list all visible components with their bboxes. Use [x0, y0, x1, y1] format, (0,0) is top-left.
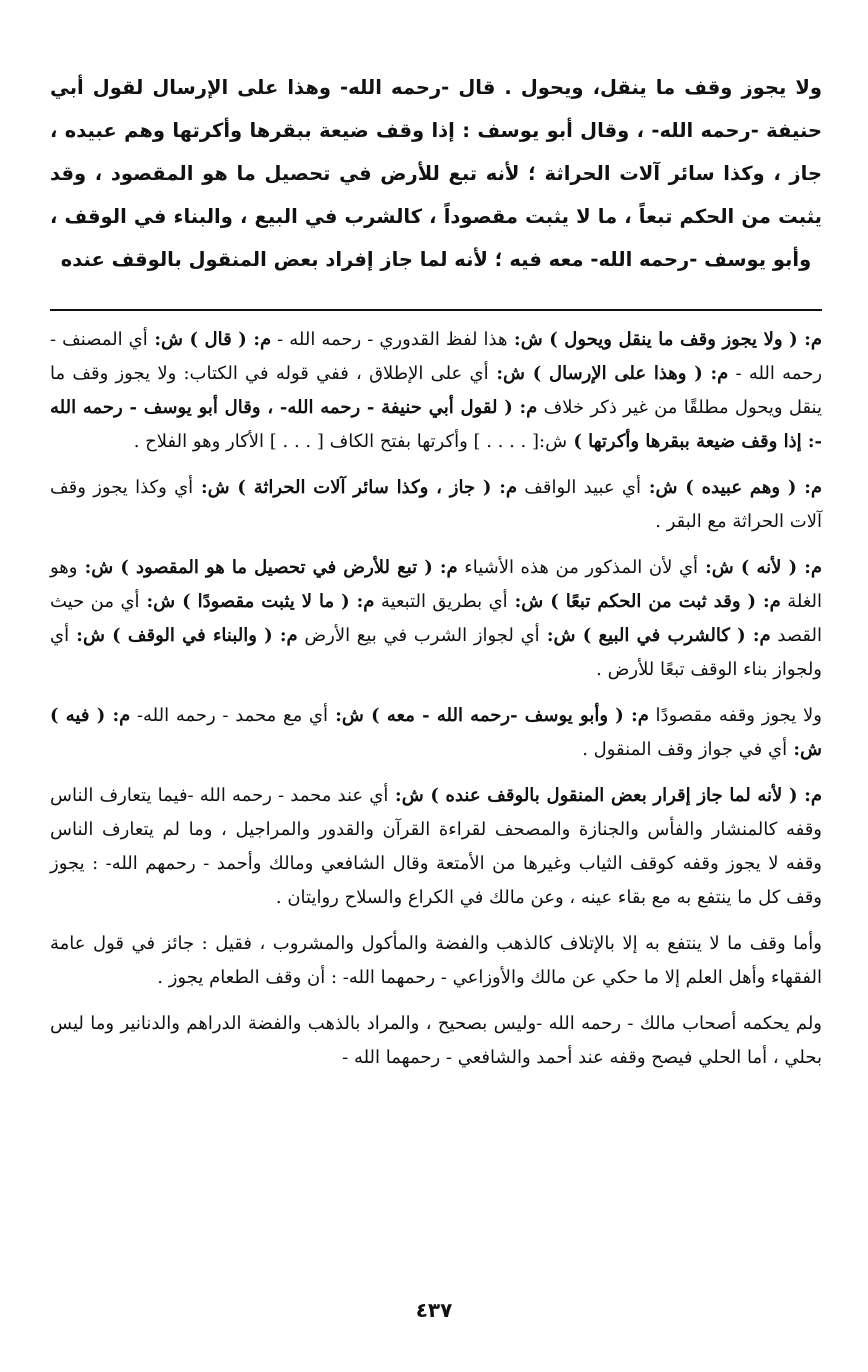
- commentary-paragraph: [50, 927, 822, 995]
- commentary-paragraph: [50, 323, 822, 459]
- commentary-text: وأما وقف ما لا ينتفع به إلا بالإتلاف كالذهب والفضة والمأكول والمشروب ، فقيل : جائز في قول عامة الفقهاء وأهل العلم إلا ما حكي عن مالك والأوزاعي - رحمهما الله- : أن وقف الطعام يجوز .: [50, 933, 822, 988]
- quoted-text: م: ( والبناء في الوقف ) ش:: [69, 625, 298, 646]
- quoted-text: م: ( وهذا على الإرسال ) ش:: [488, 363, 729, 384]
- quoted-text: م: ( فيه ) ش:: [50, 705, 822, 760]
- commentary-paragraph: [50, 551, 822, 687]
- main-text: ولا يجوز وقف ما ينقل، ويحول . قال -رحمه الله- وهذا على الإرسال لقول أبي حنيفة -رحمه الله- ، وقال أبو يوسف : إذا وقف ضيعة ببقرها وأكرتها وهم عبيده ، جاز ، وكذا سائر آلات الحراثة ؛ لأنه تبع للأرض في تحصيل ما هو المقصود ، وقد يثبت من الحكم تبعاً ، ما لا يثبت مقصوداً ، كالشرب في البيع ، والبناء في الوقف ، وأبو يوسف -رحمه الله- معه فيه ؛ لأنه لما جاز إفراد بعض المنقول بالوقف عنده: [50, 76, 822, 271]
- page-number: ٤٣٧: [415, 1298, 453, 1322]
- quoted-text: م: ( لقول أبي حنيفة - رحمه الله- ، وقال أبو يوسف - رحمه الله -: إذا وقف ضيعة ببقرها وأكرتها ): [50, 397, 822, 452]
- commentary-text: هذا لفظ القدوري - رحمه الله -: [271, 329, 508, 350]
- book-page: [50, 66, 822, 1087]
- quoted-text: م: ( تبع للأرض في تحصيل ما هو المقصود ) ش:: [77, 557, 458, 578]
- commentary-text: أي مع محمد - رحمه الله-: [130, 705, 329, 726]
- quoted-text: م: ( جاز ، وكذا سائر آلات الحراثة ) ش:: [193, 477, 518, 498]
- commentary-text: أي من حيث القصد: [50, 591, 822, 646]
- commentary-text: أي بطريق التبعية: [374, 591, 508, 612]
- commentary-text: أي لأن المذكور من هذه الأشياء: [457, 557, 699, 578]
- quoted-text: م: ( لأنه ) ش:: [698, 557, 822, 578]
- quoted-text: م: ( كالشرب في البيع ) ش:: [539, 625, 771, 646]
- quoted-text: م: ( ما لا يثبت مقصودًا ) ش:: [139, 591, 375, 612]
- quoted-text: م: ( ولا يجوز وقف ما ينقل ويحول ) ش:: [507, 329, 822, 350]
- commentary-paragraph: [50, 1007, 822, 1075]
- commentary-paragraph: [50, 471, 822, 539]
- commentary: [50, 323, 822, 1075]
- commentary-text: أي وكذا يجوز وقف آلات الحراثة مع البقر .: [50, 477, 822, 532]
- commentary-text: ش:[ . . . . ] وأكرتها بفتح الكاف [ . . . ] الأكار وهو الفلاح .: [133, 431, 568, 452]
- commentary-text: أي عبيد الواقف: [517, 477, 642, 498]
- commentary-text: أي المصنف - رحمه الله -: [50, 329, 823, 384]
- commentary-text: أي على الإطلاق ، ففي قوله في الكتاب: ولا يجوز وقف ما ينقل ويحول مطلقًا من غير ذكر خلاف: [50, 363, 822, 418]
- commentary-text: ولم يحكمه أصحاب مالك - رحمه الله -وليس بصحيح ، والمراد بالذهب والفضة الدراهم والدنانير وما ليس بحلي ، أما الحلي فيصح وقفه عند أحمد والشافعي - رحمهما الله -: [50, 1013, 822, 1068]
- commentary-text: أي في جواز وقف المنقول .: [582, 739, 788, 760]
- commentary-text: أي لجواز الشرب في بيع الأرض: [297, 625, 540, 646]
- quoted-text: م: ( لأنه لما جاز إقرار بعض المنقول بالوقف عنده ) ش:: [388, 785, 822, 806]
- commentary-paragraph: [50, 779, 822, 915]
- commentary-text: أي ولجواز بناء الوقف تبعًا للأرض .: [50, 625, 822, 680]
- commentary-text: ولا يجوز وقفه مقصودًا: [648, 705, 822, 726]
- quoted-text: م: ( وهم عبيده ) ش:: [641, 477, 822, 498]
- commentary-text: وهو الغلة: [50, 557, 822, 612]
- quoted-text: م: ( وأبو يوسف -رحمه الله - معه ) ش:: [328, 705, 649, 726]
- commentary-text: أي عند محمد - رحمه الله -فيما يتعارف الناس وقفه كالمنشار والفأس والجنازة والمصحف لقراءة القرآن والقدور والمراجيل ، وما لم يتعارف الناس وقفه لا يجوز وقفه كوقف الثياب وغيرها من الأمتعة وقال الشافعي ومالك وأحمد - رحمهم الله- : يجوز وقف كل ما ينتفع به مع بقاء عينه ، وعن مالك في الكراع والسلاح روايتان .: [50, 785, 822, 908]
- quoted-text: م: ( وقد ثبت من الحكم تبعًا ) ش:: [507, 591, 781, 612]
- commentary-paragraph: [50, 699, 822, 767]
- separator-line: [50, 309, 822, 311]
- quoted-text: م: ( قال ) ش:: [147, 329, 272, 350]
